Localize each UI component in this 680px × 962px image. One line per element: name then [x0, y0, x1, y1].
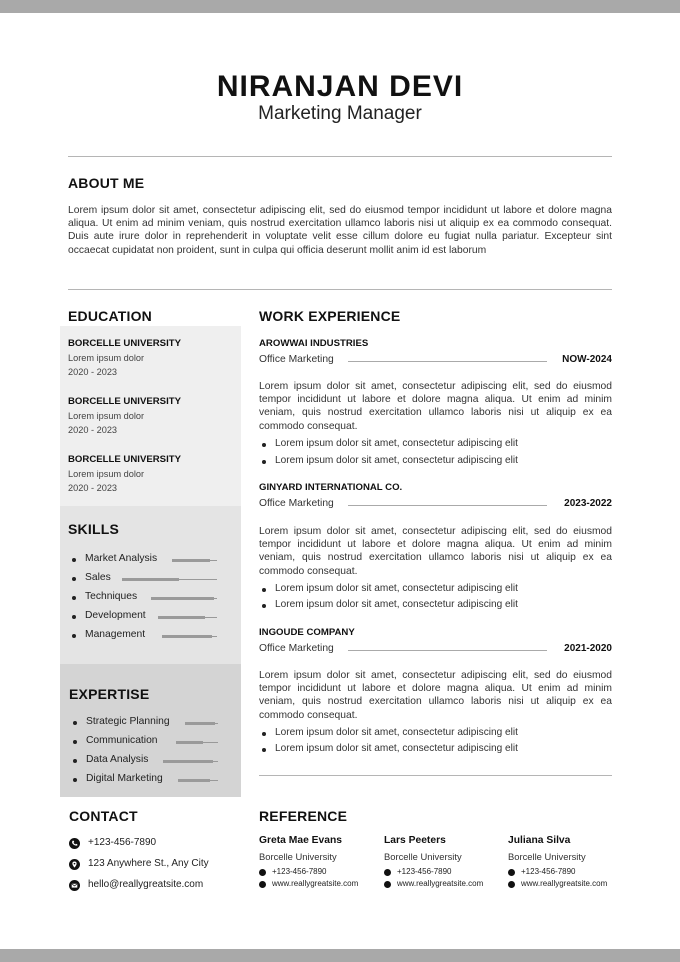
expertise-bar-fill — [178, 779, 210, 782]
job-rule — [348, 361, 547, 362]
expertise-bar — [163, 761, 218, 762]
education-heading: EDUCATION — [68, 308, 152, 324]
expertise-item — [73, 754, 223, 768]
education-years: 2020 - 2023 — [68, 367, 118, 377]
job-title: Office Marketing — [259, 498, 334, 509]
reference-phone-text: +123-456-7890 — [521, 867, 576, 876]
bullet-icon — [73, 759, 77, 763]
job-company: GINYARD INTERNATIONAL CO. — [259, 482, 403, 493]
job-bullet — [262, 599, 612, 613]
bullet-icon — [262, 732, 266, 736]
bullet-icon — [262, 604, 266, 608]
job-description: Lorem ipsum dolor sit amet, consectetur adipiscing elit, sed do eiusmod tempor incididunt ut labore et dolore magna aliqua. Ut enim ad minim veniam, quis nostrud exercitation ullamco laboris nisi ut aliquip ex ea commodo consequat. — [259, 670, 612, 721]
job-bullet-text: Lorem ipsum dolor sit amet, consectetur adipiscing elit — [275, 727, 518, 738]
reference-name: Greta Mae Evans — [259, 835, 342, 846]
expertise-heading: EXPERTISE — [69, 686, 150, 702]
job-bullet — [262, 438, 612, 452]
reference-phone-text: +123-456-7890 — [272, 867, 327, 876]
bullet-icon — [72, 558, 76, 562]
job-bullet-text: Lorem ipsum dolor sit amet, consectetur adipiscing elit — [275, 583, 518, 594]
expertise-label: Strategic Planning — [86, 716, 170, 727]
skill-item — [72, 591, 222, 605]
expertise-item — [73, 773, 223, 787]
job-bullet — [262, 743, 612, 757]
phone-icon — [259, 869, 266, 876]
job-rule — [348, 650, 547, 651]
contact-email — [69, 879, 249, 893]
globe-icon — [508, 881, 515, 888]
reference-website — [508, 879, 623, 891]
skill-label: Management — [85, 629, 146, 640]
skill-label: Techniques — [85, 591, 138, 602]
skills-heading: SKILLS — [68, 521, 119, 537]
reference-website-text: www.reallygreatsite.com — [521, 879, 608, 888]
expertise-bar-fill — [185, 722, 215, 725]
job-title: Office Marketing — [259, 354, 334, 365]
location-pin-icon — [69, 859, 80, 870]
job-bullet — [262, 455, 612, 469]
contact-phone-text: +123-456-7890 — [88, 837, 157, 848]
globe-icon — [384, 881, 391, 888]
bottom-band — [0, 949, 680, 962]
skill-bar-fill — [158, 616, 205, 619]
expertise-item — [73, 735, 223, 749]
skill-bar — [151, 598, 217, 599]
skill-item — [72, 629, 222, 643]
bullet-icon — [73, 778, 77, 782]
education-detail: Lorem ipsum dolor — [68, 469, 145, 479]
skill-bar-fill — [172, 559, 210, 562]
phone-icon — [69, 838, 80, 849]
skill-label: Sales — [85, 572, 111, 583]
job-bullet-text: Lorem ipsum dolor sit amet, consectetur adipiscing elit — [275, 599, 518, 610]
skill-label: Market Analysis — [85, 553, 158, 564]
skill-item — [72, 572, 222, 586]
expertise-label: Communication — [86, 735, 158, 746]
skill-bar — [172, 560, 217, 561]
education-item — [68, 454, 233, 493]
bullet-icon — [262, 748, 266, 752]
reference-phone — [384, 867, 499, 879]
phone-icon — [508, 869, 515, 876]
reference-phone — [508, 867, 623, 879]
education-detail: Lorem ipsum dolor — [68, 353, 145, 363]
expertise-label: Data Analysis — [86, 754, 149, 765]
job-description: Lorem ipsum dolor sit amet, consectetur adipiscing elit, sed do eiusmod tempor incididunt ut labore et dolore magna aliqua. Ut enim ad minim veniam, quis nostrud exercitation ullamco laboris nisi ut aliquip ex ea commodo consequat. — [259, 526, 612, 577]
reference-name: Lars Peeters — [384, 835, 446, 846]
job-subheader — [259, 643, 612, 657]
skill-label: Development — [85, 610, 146, 621]
education-school: BORCELLE UNIVERSITY — [68, 338, 182, 349]
reference-website — [259, 879, 374, 891]
contact-email-text: hello@reallygreatsite.com — [88, 879, 204, 890]
expertise-bar — [178, 780, 218, 781]
reference-card — [384, 835, 499, 891]
job-subheader — [259, 498, 612, 512]
about-heading: ABOUT ME — [68, 175, 145, 191]
job-bullet — [262, 583, 612, 597]
skill-bar — [162, 636, 217, 637]
about-text: Lorem ipsum dolor sit amet, consectetur adipiscing elit, sed do eiusmod tempor incididunt ut labore et dolore magna aliqua. Ut enim ad minim veniam, quis nostrud exercitation ullamco laboris nisi ut aliquip ex ea commodo consequat. Duis aute irure dolor in reprehenderit in voluptate velit esse cillum dolore eu fugiat nulla pariatur. Excepteur sint occaecat cupidatat non proident, sunt in culpa qui officia deserunt mollit anim id est laborum — [68, 205, 612, 256]
job-title: Office Marketing — [259, 643, 334, 654]
bullet-icon — [262, 460, 266, 464]
education-school: BORCELLE UNIVERSITY — [68, 454, 182, 465]
bullet-icon — [72, 596, 76, 600]
expertise-bar — [185, 723, 218, 724]
education-years: 2020 - 2023 — [68, 425, 118, 435]
reference-website-text: www.reallygreatsite.com — [272, 879, 359, 888]
skill-bar — [158, 617, 217, 618]
education-item — [68, 338, 233, 377]
bullet-icon — [262, 588, 266, 592]
top-band — [0, 0, 680, 13]
reference-phone-text: +123-456-7890 — [397, 867, 452, 876]
reference-card — [508, 835, 623, 891]
contact-heading: CONTACT — [69, 808, 138, 824]
job-dates: 2023-2022 — [564, 498, 612, 509]
job-description: Lorem ipsum dolor sit amet, consectetur adipiscing elit, sed do eiusmod tempor incididunt ut labore et dolore magna aliqua. Ut enim ad minim veniam, quis nostrud exercitation ullamco laboris nisi ut aliquip ex ea commodo consequat. — [259, 381, 612, 432]
job-rule — [348, 505, 547, 506]
reference-phone — [259, 867, 374, 879]
reference-heading: REFERENCE — [259, 808, 348, 824]
skill-bar-fill — [122, 578, 179, 581]
phone-icon — [384, 869, 391, 876]
job-bullet — [262, 727, 612, 741]
expertise-bar — [176, 742, 218, 743]
job-bullet-text: Lorem ipsum dolor sit amet, consectetur adipiscing elit — [275, 455, 518, 466]
divider — [68, 156, 612, 157]
divider — [259, 775, 612, 776]
bullet-icon — [72, 577, 76, 581]
job-bullet-text: Lorem ipsum dolor sit amet, consectetur adipiscing elit — [275, 743, 518, 754]
job-company: AROWWAI INDUSTRIES — [259, 338, 369, 349]
skill-item — [72, 553, 222, 567]
reference-website-text: www.reallygreatsite.com — [397, 879, 484, 888]
reference-org: Borcelle University — [259, 851, 337, 862]
education-item — [68, 396, 233, 435]
work-heading: WORK EXPERIENCE — [259, 308, 401, 324]
divider — [68, 289, 612, 290]
job-dates: 2021-2020 — [564, 643, 612, 654]
skill-bar — [122, 579, 217, 580]
globe-icon — [259, 881, 266, 888]
bullet-icon — [262, 443, 266, 447]
reference-org: Borcelle University — [508, 851, 586, 862]
contact-address-text: 123 Anywhere St., Any City — [88, 858, 209, 869]
bullet-icon — [73, 740, 77, 744]
reference-card — [259, 835, 374, 891]
expertise-item — [73, 716, 223, 730]
mail-icon — [69, 880, 80, 891]
education-detail: Lorem ipsum dolor — [68, 411, 145, 421]
reference-website — [384, 879, 499, 891]
job-subheader — [259, 354, 612, 368]
job-bullet-text: Lorem ipsum dolor sit amet, consectetur adipiscing elit — [275, 438, 518, 449]
bullet-icon — [73, 721, 77, 725]
resume-role: Marketing Manager — [258, 103, 422, 124]
contact-address — [69, 858, 249, 872]
bullet-icon — [72, 615, 76, 619]
skill-bar-fill — [162, 635, 212, 638]
expertise-bar-fill — [176, 741, 203, 744]
skill-bar-fill — [151, 597, 214, 600]
bullet-icon — [72, 634, 76, 638]
reference-name: Juliana Silva — [508, 835, 571, 846]
expertise-label: Digital Marketing — [86, 773, 163, 784]
expertise-bar-fill — [163, 760, 213, 763]
resume-name: NIRANJAN DEVI — [216, 70, 464, 103]
education-years: 2020 - 2023 — [68, 483, 118, 493]
job-company: INGOUDE COMPANY — [259, 627, 355, 638]
contact-phone — [69, 837, 249, 851]
education-school: BORCELLE UNIVERSITY — [68, 396, 182, 407]
job-dates: NOW-2024 — [562, 354, 612, 365]
reference-org: Borcelle University — [384, 851, 462, 862]
skill-item — [72, 610, 222, 624]
